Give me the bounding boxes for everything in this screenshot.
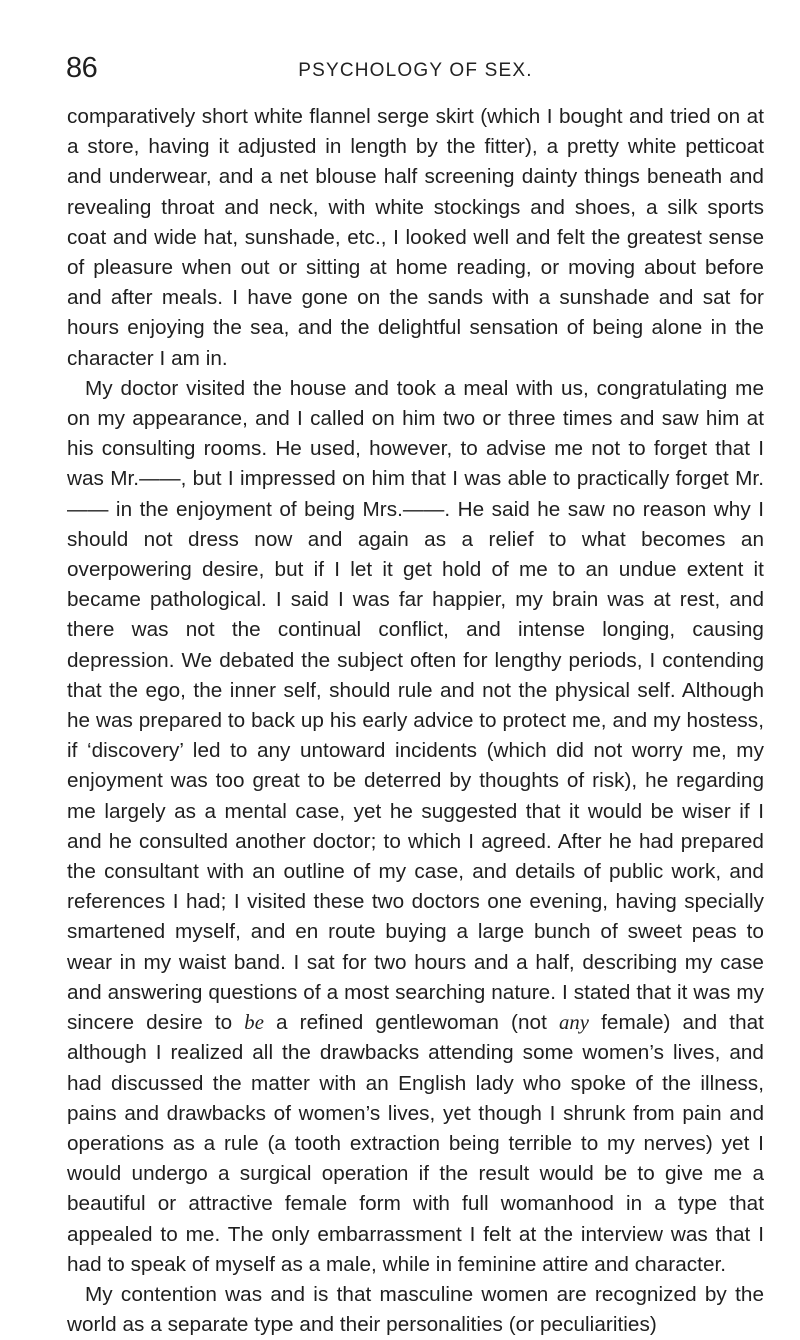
page-header (67, 52, 764, 92)
paragraph-2-text-part-1: My doctor visited the house and took a meal with us, congratulating me on my appearance, and I called on him two or three times and saw him at his consulting rooms. He used, however, to advise me not to forget that I was Mr.——, but I impressed on him that I was able to practically forget Mr.—— in the enjoyment of being Mrs.——. He said he saw no reason why I should not dress now and again as a relief to what becomes an overpowering desire, but if I let it get hold of me to an undue extent it became pathological. I said I was far happier, my brain was at rest, and there was not the continual conflict, and intense longing, causing depression. We debated the subject often for lengthy periods, I contending that the ego, the inner self, should rule and not the physical self. Although he was prepared to back up his early advice to protect me, and my hostess, if ‘discovery’ led to any untoward incidents (which did not worry me, my enjoyment was too great to be deterred by thoughts of risk), he regarding me largely as a mental case, yet he suggested that it would be wiser if I and he consulted another doctor; to which I agreed. After he had prepared the consultant with an outline of my case, and details of public work, and references I had; I visited these two doctors one evening, having specially smartened myself, and en route buying a large bunch of sweet peas to wear in my waist band. I sat for two hours and a half, describing my case and answering questions of a most searching nature. I stated that it was my sincere desire to (67, 376, 764, 1035)
emphasis-be: be (244, 1012, 264, 1035)
paragraph-3 (67, 1280, 764, 1340)
paragraph-3-text: My contention was and is that masculine women are recognized by the world as a separate type and their personalities (or peculiarities) (67, 1282, 764, 1337)
paragraph-2-text-part-3: female) and that although I realized all the drawbacks attending some women’s lives, and had discussed the matter with an English lady who spoke of the illness, pains and drawbacks of women’s lives, yet though I shrunk from pain and operations as a rule (a tooth extraction being terrible to my nerves) yet I would undergo a surgical operation if the result would be to give me a beautiful or attractive female form with full womanhood in a type that appealed to me. The only embarrassment I felt at the interview was that I had to speak of myself as a male, while in feminine attire and character. (67, 1011, 764, 1276)
paragraph-2-text-part-2: a refined gentlewoman (not (263, 1011, 559, 1035)
emphasis-any: any (558, 1012, 590, 1035)
paragraph-1-text: comparatively short white flannel serge skirt (which I bought and tried on at a store, having it adjusted in length by the fitter), a pretty white petticoat and underwear, and a net blouse half screening dainty things beneath and revealing throat and neck, with white stockings and shoes, a silk sports coat and wide hat, sunshade, etc., I looked well and felt the greatest sense of pleasure when out or sitting at home reading, or moving about before and after meals. I have gone on the sands with a sunshade and sat for hours enjoying the sea, and the delightful sensation of being alone in the character I am in. (67, 105, 764, 370)
book-page (67, 52, 764, 1340)
page-number: 86 (66, 52, 98, 84)
running-head: PSYCHOLOGY OF SEX. (298, 60, 533, 81)
body-text (67, 102, 764, 1340)
paragraph-2 (67, 374, 764, 1280)
paragraph-1 (67, 102, 764, 374)
